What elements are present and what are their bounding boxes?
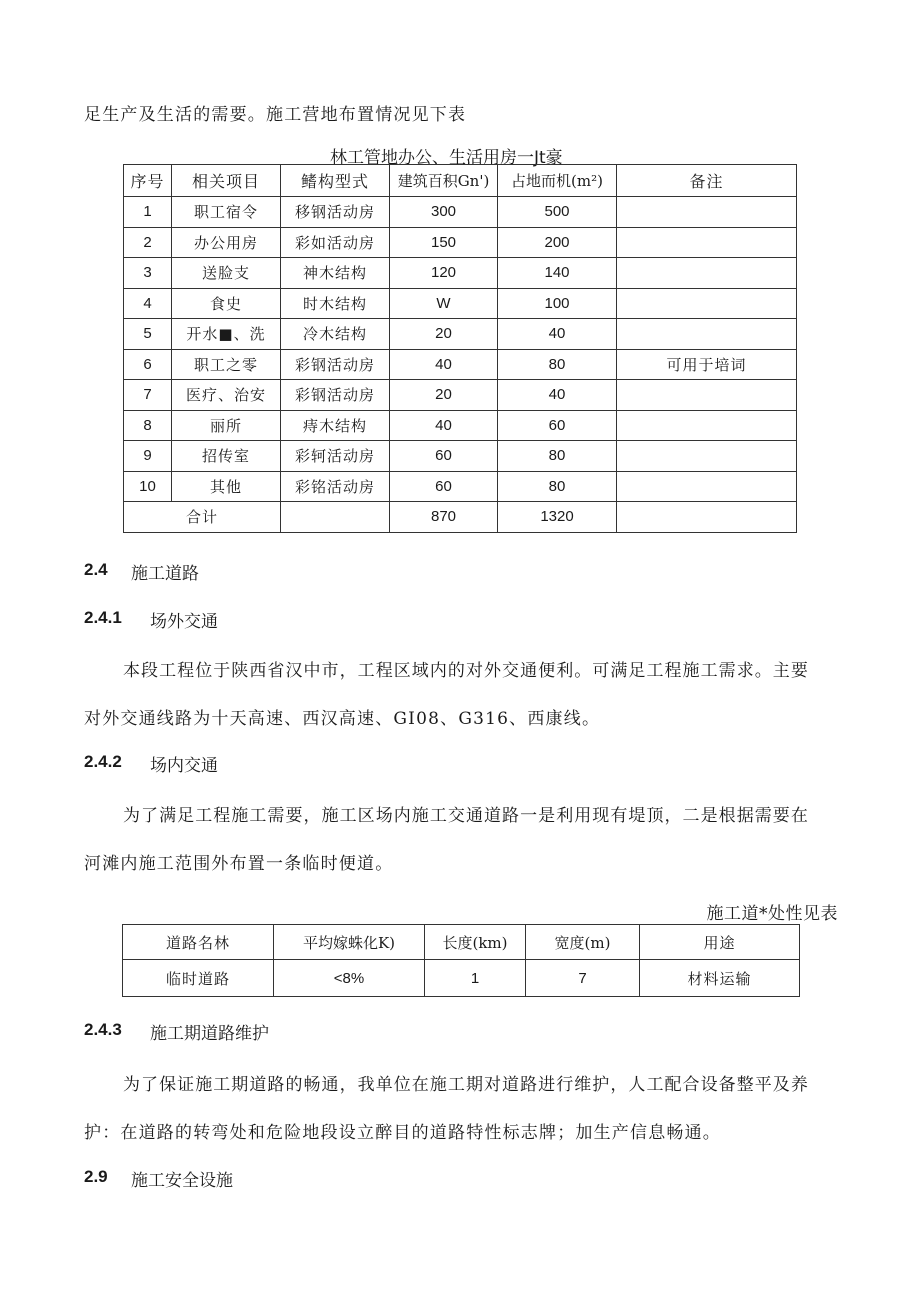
- row-item: 招传室: [172, 441, 281, 472]
- table-row: [124, 441, 797, 472]
- row-item: 医疗、治安: [172, 380, 281, 411]
- row-structure: 彩钢活动房: [281, 380, 390, 411]
- row-remarks: [617, 227, 797, 258]
- section-number: 2.4.3: [84, 1020, 122, 1039]
- row-item: 职工之零: [172, 349, 281, 380]
- col-header-width: 宽度(m): [526, 925, 640, 960]
- row-land-area: 200: [498, 227, 617, 258]
- row-remarks: [617, 197, 797, 228]
- table-row: [124, 319, 797, 350]
- row-item: 其他: [172, 471, 281, 502]
- row-structure: 时木结构: [281, 288, 390, 319]
- row-building-area: 40: [390, 410, 498, 441]
- paragraph-line: 对外交通线路为十天高速、西汉高速、GI08、G316、西康线。: [84, 709, 601, 729]
- row-building-area: 20: [390, 319, 498, 350]
- paragraph-line: 护：在道路的转弯处和危险地段设立醉目的道路特性标志牌；加生产信息畅通。: [84, 1123, 721, 1143]
- col-header-land-area: 占地而机(m²): [498, 165, 617, 197]
- table-row: [124, 227, 797, 258]
- row-structure: 彩轲活动房: [281, 441, 390, 472]
- table2-header-row: [123, 925, 800, 960]
- row-index: 1: [124, 197, 172, 228]
- row-item: 办公用房: [172, 227, 281, 258]
- row-index: 8: [124, 410, 172, 441]
- table2-caption: 施工道*处性见表: [706, 904, 838, 924]
- road-length: 1: [425, 960, 526, 997]
- intro-line: 足生产及生活的需要。施工营地布置情况见下表: [84, 105, 467, 125]
- road-table: [122, 924, 800, 997]
- row-building-area: 40: [390, 349, 498, 380]
- row-structure: 彩钢活动房: [281, 349, 390, 380]
- col-header-structure: 鳍构型式: [281, 165, 390, 197]
- row-land-area: 40: [498, 380, 617, 411]
- row-building-area: 150: [390, 227, 498, 258]
- row-index: 3: [124, 258, 172, 289]
- row-remarks: [617, 410, 797, 441]
- paragraph-line: 本段工程位于陕西省汉中市，工程区域内的对外交通便利。可满足工程施工需求。主要: [123, 661, 809, 681]
- row-land-area: 60: [498, 410, 617, 441]
- table-row: [123, 960, 800, 997]
- row-structure: 神木结构: [281, 258, 390, 289]
- section-number: 2.9: [84, 1167, 108, 1186]
- total-remarks-empty: [617, 502, 797, 533]
- row-item: 食史: [172, 288, 281, 319]
- col-header-grade: 平均嫁蛛化K): [274, 925, 425, 960]
- row-item: 送脸支: [172, 258, 281, 289]
- section-title: 施工道路: [131, 564, 199, 584]
- paragraph-line: 河滩内施工范围外布置一条临时便道。: [84, 854, 394, 874]
- table-row: [124, 288, 797, 319]
- table-row: [124, 258, 797, 289]
- table-total-row: [124, 502, 797, 533]
- paragraph-line: 为了保证施工期道路的畅通，我单位在施工期对道路进行维护，人工配合设备整平及养: [123, 1075, 809, 1095]
- row-building-area: 60: [390, 441, 498, 472]
- row-land-area: 140: [498, 258, 617, 289]
- section-number: 2.4: [84, 560, 108, 579]
- row-building-area: 60: [390, 471, 498, 502]
- row-index: 4: [124, 288, 172, 319]
- row-remarks: 可用于培词: [617, 349, 797, 380]
- table1-caption: 林工管地办公、生活用房一Jt豪: [330, 148, 563, 168]
- table1-header-row: [124, 165, 797, 197]
- row-remarks: [617, 441, 797, 472]
- total-land-area: 1320: [498, 502, 617, 533]
- row-building-area: 20: [390, 380, 498, 411]
- table-row: [124, 349, 797, 380]
- road-width: 7: [526, 960, 640, 997]
- section-title: 施工期道路维护: [150, 1024, 269, 1044]
- col-header-length: 长度(km): [425, 925, 526, 960]
- row-remarks: [617, 319, 797, 350]
- row-structure: 彩如活动房: [281, 227, 390, 258]
- row-remarks: [617, 471, 797, 502]
- row-remarks: [617, 380, 797, 411]
- col-header-building-area: 建筑百积Gn'): [390, 165, 498, 197]
- row-structure: 移钢活动房: [281, 197, 390, 228]
- row-land-area: 40: [498, 319, 617, 350]
- total-structure-empty: [281, 502, 390, 533]
- row-item: 开水■、洗: [172, 319, 281, 350]
- row-land-area: 100: [498, 288, 617, 319]
- table-row: [124, 410, 797, 441]
- section-number: 2.4.2: [84, 752, 122, 771]
- row-index: 5: [124, 319, 172, 350]
- section-title: 场外交通: [150, 612, 218, 632]
- row-index: 2: [124, 227, 172, 258]
- table-row: [124, 471, 797, 502]
- col-header-index: 序号: [124, 165, 172, 197]
- road-usage: 材料运输: [640, 960, 800, 997]
- row-remarks: [617, 258, 797, 289]
- row-item: 丽所: [172, 410, 281, 441]
- row-structure: 彩铭活动房: [281, 471, 390, 502]
- col-header-road-name: 道路名林: [123, 925, 274, 960]
- row-item: 职工宿令: [172, 197, 281, 228]
- row-land-area: 80: [498, 349, 617, 380]
- section-title: 施工安全设施: [131, 1171, 233, 1191]
- row-structure: 痔木结构: [281, 410, 390, 441]
- road-name: 临时道路: [123, 960, 274, 997]
- row-building-area: 300: [390, 197, 498, 228]
- row-index: 6: [124, 349, 172, 380]
- row-land-area: 500: [498, 197, 617, 228]
- total-building-area: 870: [390, 502, 498, 533]
- row-index: 9: [124, 441, 172, 472]
- row-building-area: 120: [390, 258, 498, 289]
- row-remarks: [617, 288, 797, 319]
- paragraph-line: 为了满足工程施工需要，施工区场内施工交通道路一是利用现有堤顶，二是根据需要在: [123, 806, 809, 826]
- row-land-area: 80: [498, 441, 617, 472]
- row-building-area: W: [390, 288, 498, 319]
- table-row: [124, 380, 797, 411]
- col-header-remarks: 备注: [617, 165, 797, 197]
- row-index: 10: [124, 471, 172, 502]
- total-label: 合计: [124, 502, 281, 533]
- road-grade: <8%: [274, 960, 425, 997]
- row-land-area: 80: [498, 471, 617, 502]
- row-index: 7: [124, 380, 172, 411]
- row-structure: 冷木结构: [281, 319, 390, 350]
- housing-table: [123, 164, 797, 533]
- section-number: 2.4.1: [84, 608, 122, 627]
- section-title: 场内交通: [150, 756, 218, 776]
- table-row: [124, 197, 797, 228]
- col-header-item: 相关项目: [172, 165, 281, 197]
- col-header-usage: 用途: [640, 925, 800, 960]
